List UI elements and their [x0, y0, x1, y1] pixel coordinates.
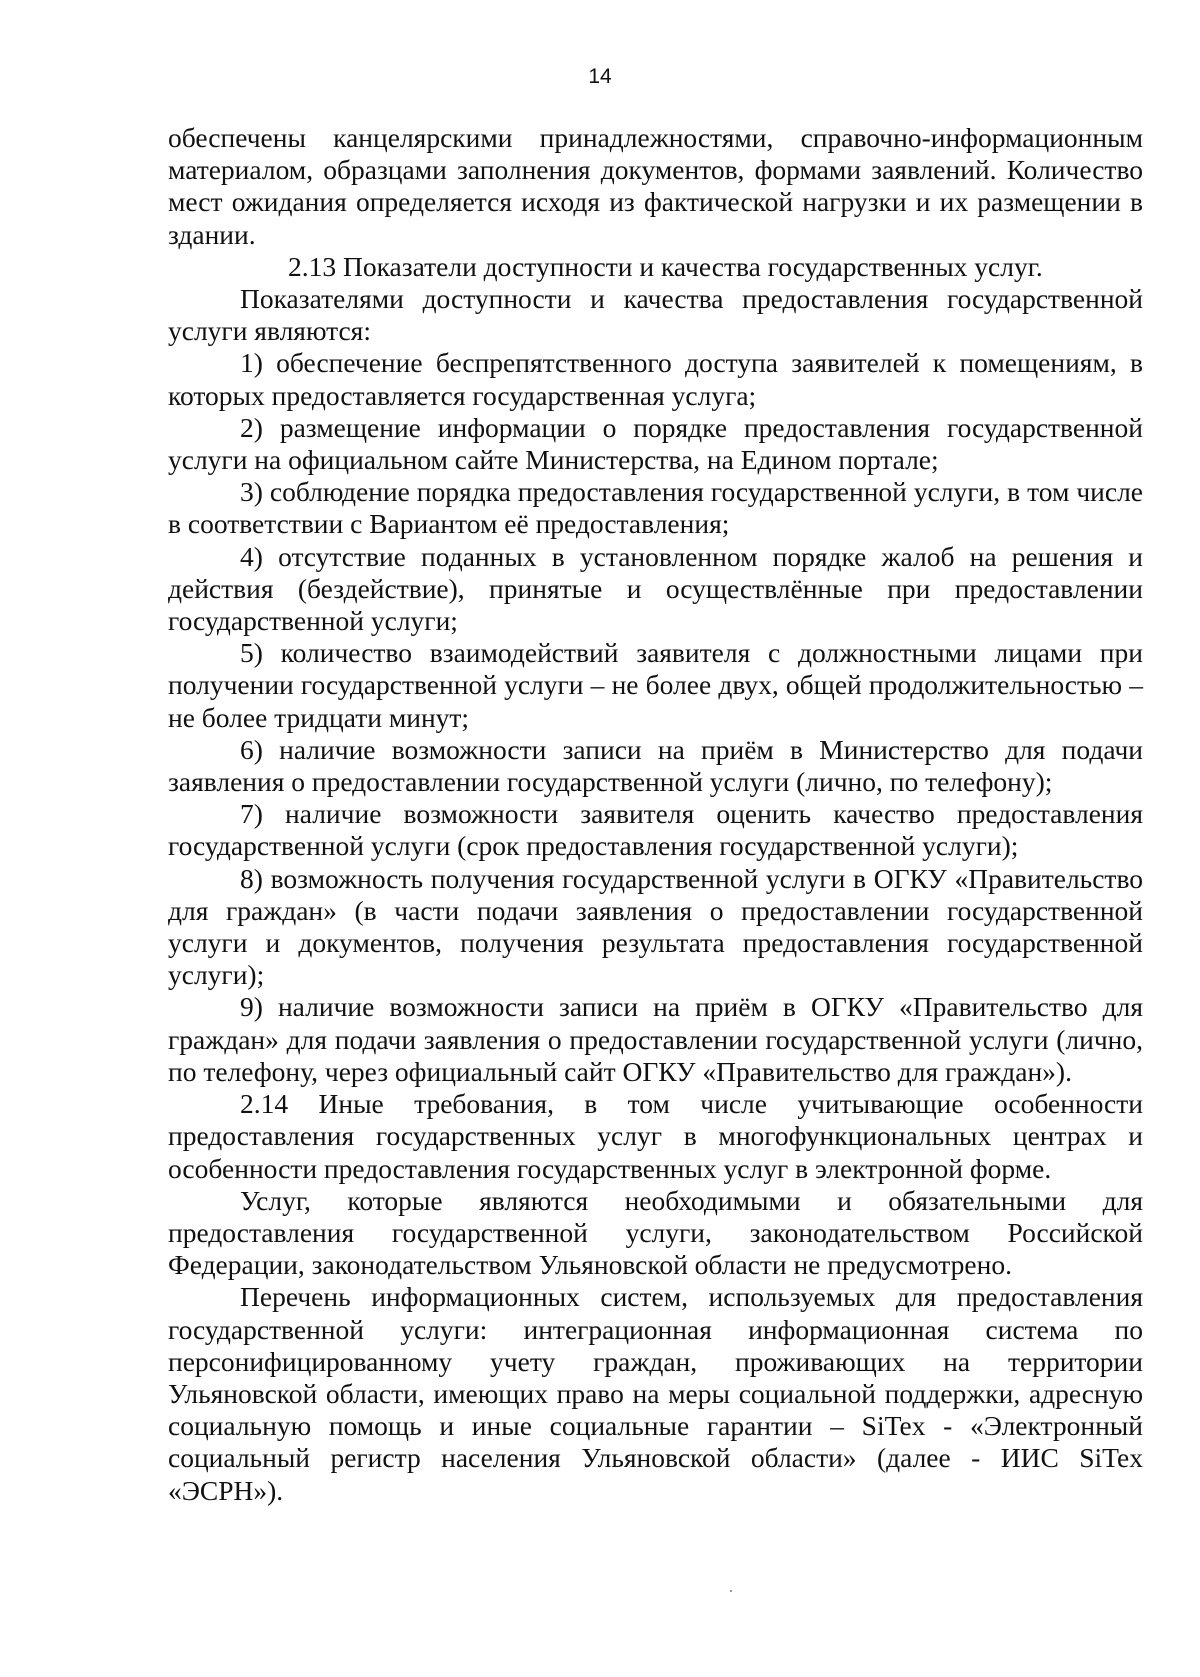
list-item-7: 7) наличие возможности заявителя оценить качество предоставления государственной услуги (срок предоставления государственной услуги);: [168, 798, 1143, 862]
paragraph-required-services: Услуг, которые являются необходимыми и обязательными для предоставления государственной услуги, законодательством Российской Федерации, законодательством Ульяновской области не предусмотрено.: [168, 1184, 1143, 1281]
list-item-9: 9) наличие возможности записи на приём в ОГКУ «Правительство для граждан» для подачи заявления о предоставлении государственной услуги (лично, по телефону, через официальный сайт ОГКУ «Правительство для граждан»).: [168, 991, 1143, 1087]
list-item-3: 3) соблюдение порядка предоставления государственной услуги, в том числе в соответствии с Вариантом её предоставления;: [168, 476, 1143, 540]
list-item-5: 5) количество взаимодействий заявителя с должностными лицами при получении государственной услуги – не более двух, общей продолжительностью – не более тридцати минут;: [168, 637, 1143, 733]
document-body: [168, 122, 1143, 1507]
page-number: 14: [588, 65, 612, 88]
list-item-6: 6) наличие возможности записи на приём в Министерство для подачи заявления о предоставлении государственной услуги (лично, по телефону);: [168, 733, 1143, 798]
list-item-8: 8) возможность получения государственной услуги в ОГКУ «Правительство для граждан» (в части подачи заявления о предоставлении государственной услуги и документов, получения результата предоставления государственной услуги);: [168, 862, 1143, 991]
list-item-4: 4) отсутствие поданных в установленном порядке жалоб на решения и действия (бездействие), принятые и осуществлённые при предоставлении государственной услуги;: [168, 540, 1143, 637]
paragraph-indicators-intro: Показателями доступности и качества предоставления государственной услуги являются:: [168, 283, 1143, 347]
list-item-1: 1) обеспечение беспрепятственного доступа заявителей к помещениям, в которых предоставляется государственная услуга;: [168, 347, 1143, 411]
scan-speck: [730, 1590, 732, 1592]
section-heading-2-14: 2.14 Иные требования, в том числе учитывающие особенности предоставления государственных услуг в многофункциональных центрах и особенности предоставления государственных услуг в электронной форме.: [168, 1088, 1143, 1184]
section-heading-2-13: 2.13 Показатели доступности и качества государственных услуг.: [288, 250, 1043, 282]
paragraph-waiting-places: обеспечены канцелярскими принадлежностями, справочно-информационным материалом, образцами заполнения документов, формами заявлений. Количество мест ожидания определяется исходя из фактической нагрузки и их размещении в здании.: [168, 122, 1143, 250]
list-item-2: 2) размещение информации о порядке предоставления государственной услуги на официальном сайте Министерства, на Едином портале;: [168, 411, 1143, 476]
paragraph-information-systems: Перечень информационных систем, используемых для предоставления государственной услуги: интеграционная информационная система по персонифицированному учету граждан, проживающих на территории Ульяновской области, имеющих право на меры социальной поддержки, адресную социальную помощь и иные социальные гарантии – SiTex - «Электронный социальный регистр населения Ульяновской области» (далее - ИИС SiTex «ЭСРН»).: [168, 1281, 1143, 1506]
